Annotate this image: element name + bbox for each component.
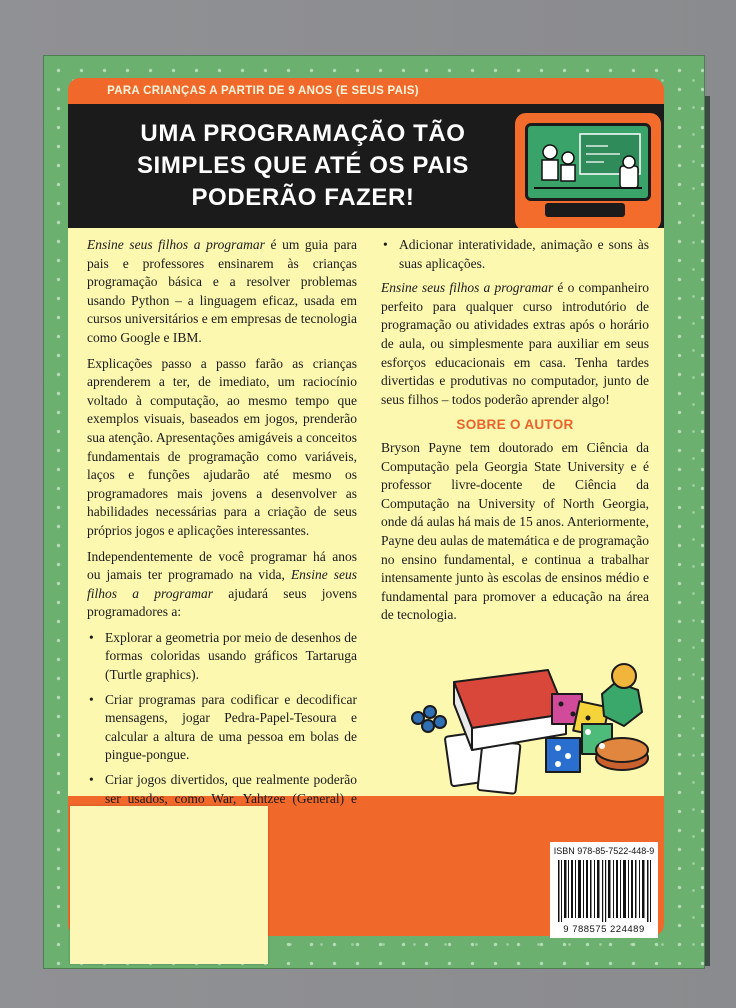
- explanation-paragraph: Explicações passo a passo farão as crianças aprenderem a ter, de imediato, um raciocínio voltado à computação, ao mesmo tempo que exemplos visuais, baseados em jogos, prenderão sua atenção. Apresentações amigáveis a conceitos fundamentais de programação como variáveis, laços e funções ajudarão até mesmo os programadores mais jovens a desenvolver as habilidades necessárias para a criação de seus próprios jogos e aplicações interessantes.: [87, 355, 357, 538]
- classroom-scene-icon: [528, 126, 648, 198]
- ean-number: 9 788575 224489: [563, 924, 645, 935]
- list-item: • Criar programas para codificar e decodificar mensagens, jogar Pedra-Papel-Tesoura e calcular a altura de uma pessoa em bolas de pingue-pongue.: [89, 691, 357, 763]
- tv-stand: [545, 203, 625, 217]
- isbn-block: [550, 842, 658, 938]
- headline-line-1: UMA PROGRAMAÇÃO TÃO: [140, 120, 466, 147]
- description-box: [68, 228, 664, 806]
- list-item: • Criar jogos divertidos, que realmente poderão ser usados, como War, Yahtzee (General) e: [89, 772, 357, 806]
- list-item: • Explorar a geometria por meio de desenhos de formas coloridas usando gráficos Tartaruga (Turtle graphics).: [89, 629, 357, 683]
- book-title: Ensine seus filhos a programar: [87, 237, 265, 252]
- headline: [98, 118, 508, 214]
- cover-edge: [704, 96, 710, 966]
- isbn-label: ISBN 978-85-7522-448-9: [553, 846, 655, 856]
- headline-band: [68, 104, 664, 228]
- tv-screen: [525, 123, 651, 201]
- barcode-icon: [556, 860, 652, 922]
- feature-list: [87, 629, 357, 827]
- list-item: • Adicionar interatividade, animação e sons às suas aplicações.: [383, 237, 649, 271]
- headline-line-2: SIMPLES QUE ATÉ OS PAIS: [136, 152, 470, 179]
- price-sticker: [70, 806, 268, 964]
- author-bio: Bryson Payne tem doutorado em Ciência da Computação pela Georgia State University e é professor livre-docente de Ciência da Computação na University of North Georgia, onde dá aulas há mais de 15 anos. Anteriormente, Payne deu aulas de matemática e de programação no ensino fundamental, e continua a trabalhar intensamente junto às escolas de ensinos médio e fundamental para promover a educação na área de tecnologia.: [381, 439, 649, 623]
- feature-list-continued: [381, 236, 649, 273]
- tv-illustration-icon: [512, 110, 664, 234]
- left-column: [87, 236, 357, 833]
- companion-paragraph: Ensine seus filhos a programar é o companheiro perfeito para qualquer curso introdutório de programação ou atividades extras após o horário de aula, ou simplesmente para auxiliar em seus esforços educacionais em casa. Tenha tardes divertidas e produtivas no computador, junto de seus filhos – todos poderão aprender algo!: [381, 280, 649, 407]
- author-section-title: SOBRE O AUTOR: [456, 417, 574, 433]
- headline-line-3: PODERÃO FAZER!: [191, 184, 415, 211]
- age-tagline: PARA CRIANÇAS A PARTIR DE 9 ANOS (E SEUS PAIS): [107, 85, 419, 97]
- book-title: Ensine seus filhos a programar: [87, 567, 357, 601]
- intro-paragraph: Ensine seus filhos a programar é um guia para pais e professores ensinarem às crianças programação básica e a resolver problemas usando Python – a linguagem eficaz, usada em cursos universitários e em empresas de tecnologia como Google e IBM.: [87, 237, 357, 345]
- book-title: Ensine seus filhos a programar: [381, 280, 554, 296]
- dice-cards-illustration-icon: [398, 660, 658, 798]
- right-column: [381, 236, 649, 632]
- audience-paragraph: Independentemente de você programar há anos ou jamais ter programado na vida, Ensine seus filhos a programar ajudará seus jovens programadores a:: [87, 548, 358, 620]
